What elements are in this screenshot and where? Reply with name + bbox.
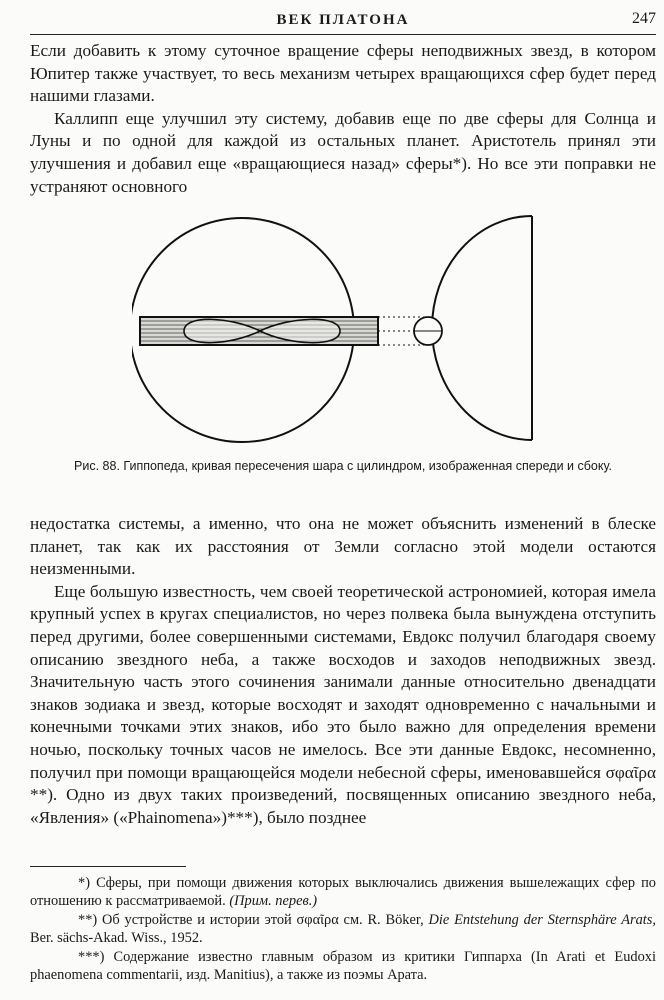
sphere-side-view xyxy=(432,216,532,440)
footnote-2 xyxy=(30,911,656,948)
paragraph-4: Еще большую известность, чем своей теоретической астрономией, которая имела крупный успех в кругах специалистов, но через полвека была вынуждена отступить перед другими, более совершенными системами, Евдокс получил благодаря своему описанию звездного неба, а также восходов и заходов неподвижных звезд. Значительную часть этого сочинения занимали данные относительно двенадцати знаков зодиака и звезд, которые восходят и заходят одновременно с начальными и конечными точками этих знаков, ибо это было важно для определения времени ночью, поскольку точных часов не имелось. Все эти данные Евдокс, несомненно, получил при помощи вращающейся модели небесной сферы, именовавшейся σφαῖρα **). Одно из двух таких произведений, посвященных описанию звездного неба, «Явления» («Phainomena»)***), было позднее xyxy=(30,581,656,827)
paragraph-2: Каллипп еще улучшил эту систему, добавив еще по две сферы для Солнца и Луны и по одной для каждой из остальных планет. Аристотель принял эти улучшения и добавил еще «вращающиеся назад» сферы*). Но все эти поправки не устраняют основного xyxy=(30,108,656,196)
footnote-1-note: (Прим. перев.) xyxy=(229,893,318,910)
footnote-1-text: *) Сферы, при помощи движения которых выключались движения вышележащих сфер по отношению к рассматриваемой. xyxy=(30,875,656,910)
bottom-text-block xyxy=(30,513,656,829)
footnote-rule xyxy=(30,866,186,867)
footnotes xyxy=(30,874,656,984)
footnote-3: ***) Содержание известно главным образом из критики Гиппарха (In Arati et Eudoxi phaenomena commentarii, изд. Manitius), а также из поэмы Арата. xyxy=(30,948,656,984)
footnote-2-title: Die Entstehung der Sternsphäre Arats, xyxy=(428,911,657,928)
footnote-1 xyxy=(30,874,656,911)
top-text-block xyxy=(30,40,656,198)
hippopede-figure xyxy=(132,212,632,452)
paragraph-1: Если добавить к этому суточное вращение сферы неподвижных звезд, в котором Юпитер также участвует, то весь механизм четырех вращающихся сфер будет перед нашими глазами. xyxy=(30,41,656,106)
page-header xyxy=(30,8,656,35)
page-number: 247 xyxy=(632,10,656,27)
footnote-2-source: Ber. sächs-Akad. Wiss., 1952. xyxy=(30,930,203,947)
figure-caption: Рис. 88. Гиппопеда, кривая пересечения шара с цилиндром, изображенная спереди и сбоку. xyxy=(74,459,612,473)
running-head: ВЕК ПЛАТОНА xyxy=(276,12,410,28)
footnote-2-text: **) Об устройстве и истории этой σφαῖρα см. R. Böker, xyxy=(78,911,424,928)
paragraph-3: недостатка системы, а именно, что она не может объяснить изменений в блеске планет, так как их расстояния от Земли согласно этой модели остаются неизменными. xyxy=(30,514,656,579)
